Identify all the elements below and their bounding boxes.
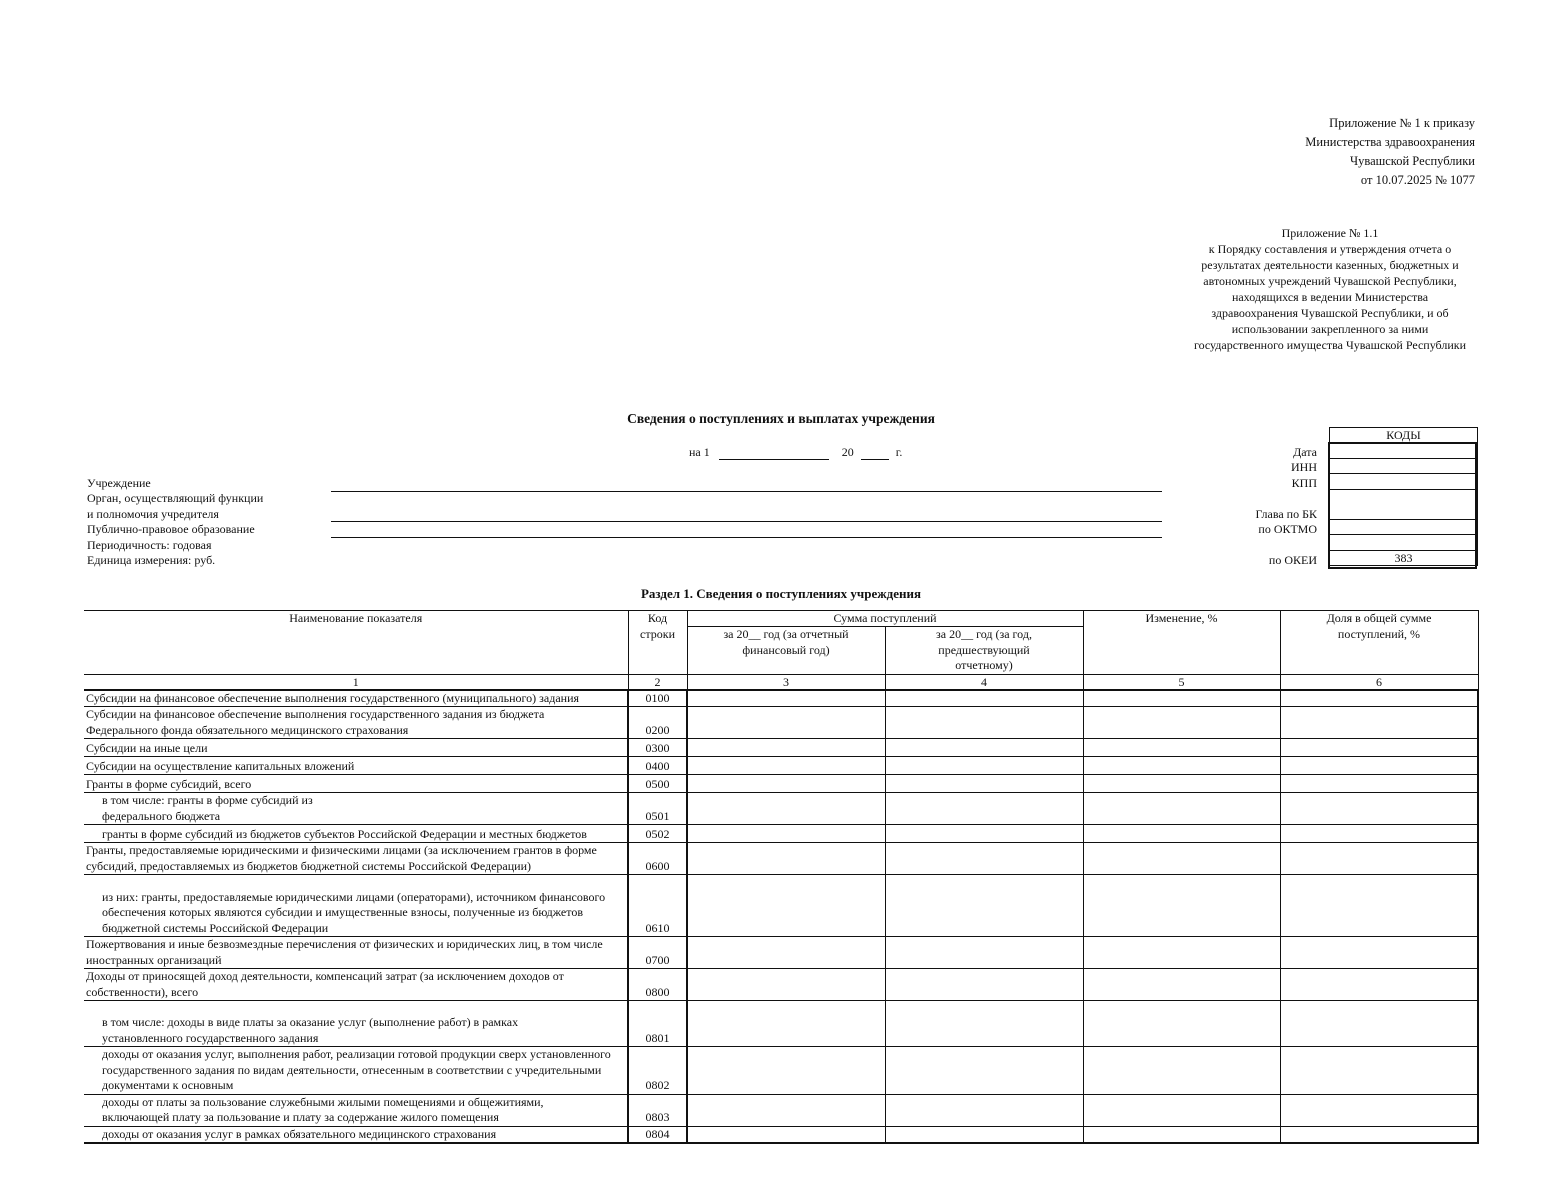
appendix-procedure-line: использовании закрепленного за ними xyxy=(1231,322,1429,336)
value-cell[interactable] xyxy=(1280,793,1478,825)
appendix-procedure-line: результатах деятельности казенных, бюджетных и xyxy=(1201,258,1459,272)
value-cell[interactable] xyxy=(1083,1094,1280,1126)
code-label-date: Дата xyxy=(1293,445,1317,459)
appendix-order-block xyxy=(1175,114,1475,190)
value-cell[interactable] xyxy=(687,825,885,843)
row-name: доходы от оказания услуг, выполнения работ, реализации готовой продукции сверх установленного государственного задания по видам деятельности, отнесенным в соответствии с учредительными документами к основным xyxy=(84,1047,628,1095)
value-cell[interactable] xyxy=(687,1047,885,1095)
header-change: Изменение, % xyxy=(1083,611,1280,675)
value-cell[interactable] xyxy=(1083,757,1280,775)
value-cell[interactable] xyxy=(1280,775,1478,793)
appendix-procedure-line: к Порядку составления и утверждения отчета о xyxy=(1208,242,1452,256)
code-cell-bk[interactable] xyxy=(1330,489,1478,520)
table-row xyxy=(84,843,1478,875)
date-year-field[interactable] xyxy=(861,447,889,460)
value-cell[interactable] xyxy=(1280,875,1478,937)
appendix-procedure-line: Приложение № 1.1 xyxy=(1281,226,1379,240)
value-cell[interactable] xyxy=(687,937,885,969)
table-row xyxy=(84,690,1478,707)
appendix-order-line: Чувашской Республики xyxy=(1349,154,1475,168)
table-row xyxy=(84,739,1478,757)
row-name: из них: гранты, предоставляемые юридическими лицами (операторами), источником финансового обеспечения которых являются субсидии и имущественные взносы, полученные из бюджетов бюджетной системы Российской Федерации xyxy=(84,875,628,937)
value-cell[interactable] xyxy=(687,793,885,825)
code-label-kpp: КПП xyxy=(1291,476,1317,490)
value-cell[interactable] xyxy=(1083,775,1280,793)
appendix-procedure-line: государственного имущества Чувашской Республики xyxy=(1193,338,1467,352)
row-name: в том числе: доходы в виде платы за оказание услуг (выполнение работ) в рамках установленного государственного задания xyxy=(84,1001,628,1047)
value-cell[interactable] xyxy=(1083,843,1280,875)
periodicity-label: Периодичность: годовая xyxy=(87,538,212,552)
header-sum-previous: за 20__ год (за год, предшествующий отчетному) xyxy=(885,627,1083,675)
row-name: в том числе: гранты в форме субсидий из федерального бюджета xyxy=(84,793,628,825)
appendix-procedure-block xyxy=(1180,225,1480,353)
row-code: 0801 xyxy=(628,1001,687,1047)
value-cell[interactable] xyxy=(687,707,885,739)
col-number: 5 xyxy=(1083,674,1280,690)
row-code: 0804 xyxy=(628,1126,687,1143)
value-cell[interactable] xyxy=(1083,969,1280,1001)
appendix-order-line: Приложение № 1 к приказу xyxy=(1329,116,1475,130)
value-cell[interactable] xyxy=(885,937,1083,969)
code-label-inn: ИНН xyxy=(1291,460,1317,474)
founder-organ-field[interactable] xyxy=(331,521,1162,522)
row-name: Субсидии на финансовое обеспечение выполнения государственного (муниципального) задания xyxy=(84,690,628,707)
row-name: Доходы от приносящей доход деятельности, компенсаций затрат (за исключением доходов от собственности), всего xyxy=(84,969,628,1001)
code-cell-inn[interactable] xyxy=(1330,458,1478,473)
row-code: 0800 xyxy=(628,969,687,1001)
code-cell-oktmo[interactable] xyxy=(1330,520,1478,535)
value-cell[interactable] xyxy=(1083,937,1280,969)
value-cell[interactable] xyxy=(885,843,1083,875)
value-cell[interactable] xyxy=(687,1001,885,1047)
value-cell[interactable] xyxy=(885,739,1083,757)
table-row xyxy=(84,969,1478,1001)
appendix-procedure-line: находящихся в ведении Министерства xyxy=(1231,290,1429,304)
public-entity-field[interactable] xyxy=(331,537,1162,538)
value-cell[interactable] xyxy=(1083,1047,1280,1095)
row-code: 0610 xyxy=(628,875,687,937)
col-number: 1 xyxy=(84,674,628,690)
header-name: Наименование показателя xyxy=(84,611,628,675)
value-cell[interactable] xyxy=(687,969,885,1001)
codes-header: КОДЫ xyxy=(1330,428,1478,443)
row-code: 0400 xyxy=(628,757,687,775)
col-number: 6 xyxy=(1280,674,1478,690)
unit-label: Единица измерения: руб. xyxy=(87,553,216,567)
value-cell[interactable] xyxy=(687,1126,885,1143)
row-name: Гранты, предоставляемые юридическими и физическими лицами (за исключением грантов в форме субсидий, предоставляемых из бюджетов бюджетной системы Российской Федерации) xyxy=(84,843,628,875)
header-share: Доля в общей сумме поступлений, % xyxy=(1280,611,1478,675)
document-title: Сведения о поступлениях и выплатах учреждения xyxy=(627,411,935,426)
col-number: 4 xyxy=(885,674,1083,690)
row-name: Субсидии на иные цели xyxy=(84,739,628,757)
report-date-line xyxy=(689,445,902,460)
value-cell[interactable] xyxy=(1280,1126,1478,1143)
value-cell[interactable] xyxy=(1280,1094,1478,1126)
row-code: 0600 xyxy=(628,843,687,875)
institution-label: Учреждение xyxy=(87,476,151,490)
value-cell[interactable] xyxy=(1280,1047,1478,1095)
code-cell-blank[interactable] xyxy=(1330,535,1478,550)
col-number: 2 xyxy=(628,674,687,690)
row-name: доходы от платы за пользование служебными жилыми помещениями и общежитиями, включающей плату за пользование и плату за содержание жилого помещения xyxy=(84,1094,628,1126)
value-cell[interactable] xyxy=(885,875,1083,937)
value-cell[interactable] xyxy=(687,690,885,707)
value-cell[interactable] xyxy=(1280,843,1478,875)
table-row xyxy=(84,1001,1478,1047)
value-cell[interactable] xyxy=(885,775,1083,793)
value-cell[interactable] xyxy=(1280,937,1478,969)
value-cell[interactable] xyxy=(885,825,1083,843)
header-code: Код строки xyxy=(628,611,687,675)
code-label-okei: по ОКЕИ xyxy=(1268,553,1317,567)
institution-field[interactable] xyxy=(331,491,1162,492)
value-cell[interactable] xyxy=(885,1126,1083,1143)
appendix-procedure-line: автономных учреждений Чувашской Республики, xyxy=(1203,274,1457,288)
value-cell[interactable] xyxy=(1280,969,1478,1001)
value-cell[interactable] xyxy=(885,969,1083,1001)
value-cell[interactable] xyxy=(1083,690,1280,707)
value-cell[interactable] xyxy=(687,757,885,775)
value-cell[interactable] xyxy=(1280,1001,1478,1047)
value-cell[interactable] xyxy=(1280,757,1478,775)
table-row xyxy=(84,937,1478,969)
value-cell[interactable] xyxy=(885,1001,1083,1047)
table-row xyxy=(84,825,1478,843)
header-sum-current: за 20__ год (за отчетный финансовый год) xyxy=(687,627,885,675)
row-code: 0700 xyxy=(628,937,687,969)
date-suffix: г. xyxy=(895,445,903,459)
appendix-order-line: от 10.07.2025 № 1077 xyxy=(1360,173,1475,187)
value-cell[interactable] xyxy=(1083,707,1280,739)
value-cell[interactable] xyxy=(1280,739,1478,757)
value-cell[interactable] xyxy=(885,707,1083,739)
appendix-procedure-line: здравоохранения Чувашской Республики, и об xyxy=(1211,306,1449,320)
value-cell[interactable] xyxy=(687,1094,885,1126)
row-name: доходы от оказания услуг в рамках обязательного медицинского страхования xyxy=(84,1126,628,1143)
founder-organ-label-2: и полномочия учредителя xyxy=(87,507,219,521)
table-row xyxy=(84,707,1478,739)
row-name: Субсидии на финансовое обеспечение выполнения государственного задания из бюджета Федерального фонда обязательного медицинского страхования xyxy=(84,707,628,739)
row-code: 0200 xyxy=(628,707,687,739)
table-row xyxy=(84,1094,1478,1126)
value-cell[interactable] xyxy=(1083,825,1280,843)
value-cell[interactable] xyxy=(687,843,885,875)
table-row xyxy=(84,775,1478,793)
date-year-prefix: 20 xyxy=(841,445,854,459)
value-cell[interactable] xyxy=(1280,690,1478,707)
value-cell[interactable] xyxy=(1083,875,1280,937)
value-cell[interactable] xyxy=(1280,825,1478,843)
row-code: 0502 xyxy=(628,825,687,843)
row-code: 0803 xyxy=(628,1094,687,1126)
table-row xyxy=(84,793,1478,825)
table-row xyxy=(84,1047,1478,1095)
value-cell[interactable] xyxy=(687,875,885,937)
row-name: Пожертвования и иные безвозмездные перечисления от физических и юридических лиц, в том числе иностранных организаций xyxy=(84,937,628,969)
founder-organ-label: Орган, осуществляющий функции xyxy=(87,491,264,505)
code-cell-date[interactable] xyxy=(1330,443,1478,458)
row-name: Субсидии на осуществление капитальных вложений xyxy=(84,757,628,775)
code-label-bk: Глава по БК xyxy=(1255,507,1317,521)
row-code: 0500 xyxy=(628,775,687,793)
codes-table xyxy=(1329,427,1478,566)
value-cell[interactable] xyxy=(687,739,885,757)
row-code: 0100 xyxy=(628,690,687,707)
row-code: 0802 xyxy=(628,1047,687,1095)
public-entity-label: Публично-правовое образование xyxy=(87,522,255,536)
section-title: Раздел 1. Сведения о поступлениях учреждения xyxy=(640,586,922,601)
row-code: 0501 xyxy=(628,793,687,825)
code-label-oktmo: по ОКТМО xyxy=(1258,522,1317,536)
value-cell[interactable] xyxy=(885,757,1083,775)
date-day-month-field[interactable] xyxy=(719,447,829,460)
appendix-order-line: Министерства здравоохранения xyxy=(1305,135,1475,149)
value-cell[interactable] xyxy=(687,775,885,793)
value-cell[interactable] xyxy=(1083,793,1280,825)
value-cell[interactable] xyxy=(1280,707,1478,739)
value-cell[interactable] xyxy=(1083,739,1280,757)
col-number: 3 xyxy=(687,674,885,690)
code-cell-okei: 383 xyxy=(1330,550,1478,565)
value-cell[interactable] xyxy=(885,1047,1083,1095)
value-cell[interactable] xyxy=(885,1094,1083,1126)
value-cell[interactable] xyxy=(885,690,1083,707)
value-cell[interactable] xyxy=(1083,1001,1280,1047)
receipts-table xyxy=(84,610,1479,1144)
code-cell-kpp[interactable] xyxy=(1330,474,1478,489)
row-code: 0300 xyxy=(628,739,687,757)
row-name: гранты в форме субсидий из бюджетов субъектов Российской Федерации и местных бюджетов xyxy=(84,825,628,843)
table-row xyxy=(84,1126,1478,1143)
table-row xyxy=(84,757,1478,775)
row-name: Гранты в форме субсидий, всего xyxy=(84,775,628,793)
table-row xyxy=(84,875,1478,937)
header-sum: Сумма поступлений xyxy=(687,611,1083,627)
value-cell[interactable] xyxy=(885,793,1083,825)
value-cell[interactable] xyxy=(1083,1126,1280,1143)
date-prefix: на 1 xyxy=(689,445,710,459)
